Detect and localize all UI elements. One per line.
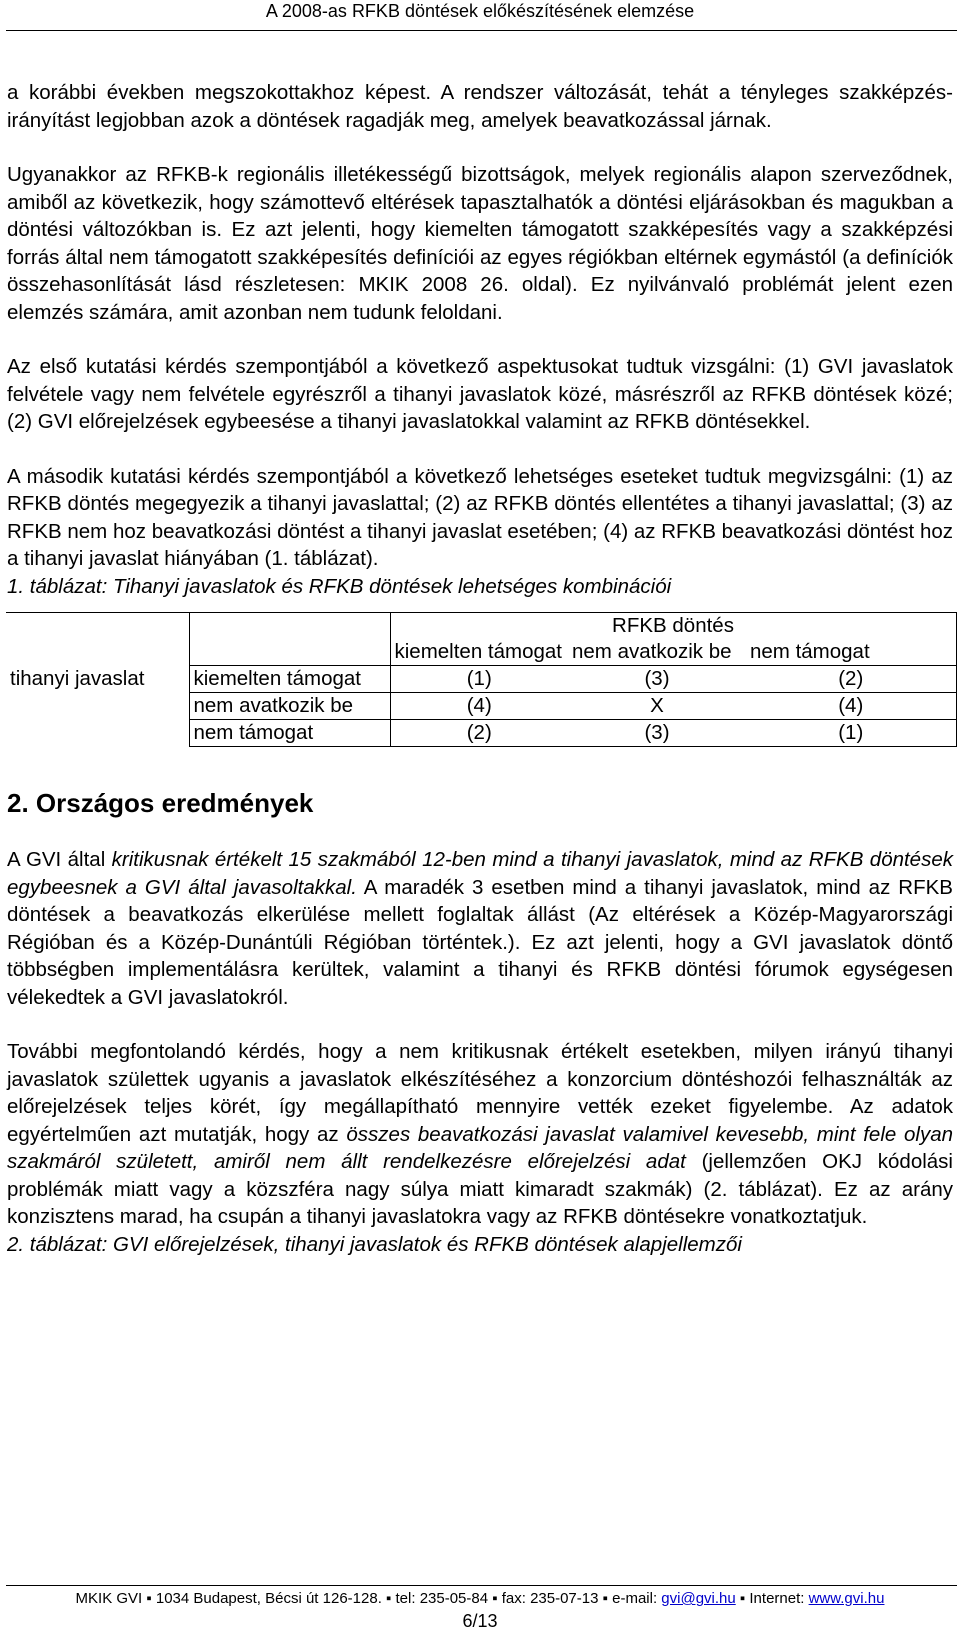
page-number: 6/13 xyxy=(462,1611,498,1631)
table-cell: (3) xyxy=(568,720,746,747)
combinations-table xyxy=(6,612,957,747)
page-content xyxy=(7,79,953,1258)
footer-text: MKIK GVI ▪ 1034 Budapest, Bécsi út 126-128. ▪ tel: 235-05-84 ▪ fax: 235-07-13 ▪ e-mail: xyxy=(75,1590,662,1607)
running-header: A 2008-as RFKB döntések előkészítésének elemzése xyxy=(265,1,695,21)
text-run: A GVI által xyxy=(7,848,112,871)
paragraph-further-question xyxy=(7,1038,953,1231)
text-run: További megfontolandó kérdés, hogy a nem kritikusnak értékelt esetekben, milyen irányú tihanyi javaslatok születtek ugyanis a javaslatok elkészítéséhez a konzorcium döntéshozói felhasználták az előrejelzések teljes körét, így megállapítható mennyire vették ezeket figyelembe. Az adatok egyértelműen azt mutatják, hogy az xyxy=(7,1040,953,1146)
paragraph-regional-differences: Ugyanakkor az RFKB-k regionális illetékességű bizottságok, melyek regionális alapon szerveződnek, amiből az következik, hogy számottevő eltérések tapasztalhatók a döntési eljárásokban és magukban a döntési változókban is. Ez azt jelenti, hogy kiemelten támogatott szakképesítés vagy a szakképzési forrás által nem támogatott szakképesítés definíciói az egyes régiókban eltérnek egymástól (a definíciók összehasonlítását lásd részletesen: MKIK 2008 26. oldal). Ez nyilvánvaló problémát jelent ezen elemzés számára, amit azonban nem tudunk feloldani. xyxy=(7,163,953,324)
table-cell: (4) xyxy=(746,693,956,720)
paragraph-national-results xyxy=(7,846,953,1011)
column-header-nem-avatkozik-be: nem avatkozik be xyxy=(572,640,732,663)
row-label: kiemelten támogat xyxy=(189,666,390,693)
row-label: nem avatkozik be xyxy=(189,693,390,720)
text-run: (jellemzően OKJ kódolási problémák miatt vagy a közszféra nagy súlya miatt kimaradt szakmák) (2. táblázat). Ez az arány konzisztens marad, ha csupán a tihanyi javaslatokra vagy az RFKB döntésekre vonatkoztatjuk. xyxy=(7,1150,953,1228)
table-empty-header-cell xyxy=(189,613,390,640)
table-corner-cell xyxy=(6,613,189,640)
section-heading: 2. Országos eredmények xyxy=(7,788,314,818)
footer-internet-label: ▪ Internet: xyxy=(735,1590,809,1607)
table-cell: (3) xyxy=(568,666,746,693)
column-header-nem-tamogat: nem támogat xyxy=(746,639,956,666)
footer xyxy=(0,1589,960,1608)
table-2-caption: 2. táblázat: GVI előrejelzések, tihanyi javaslatok és RFKB döntések alapjellemzői xyxy=(7,1232,742,1256)
table-cell: (1) xyxy=(390,666,568,693)
table-cell: (1) xyxy=(746,720,956,747)
website-link[interactable]: www.gvi.hu xyxy=(808,1590,885,1607)
text-run: A maradék 3 esetben mind a tihanyi javaslatok, mind az RFKB döntések a beavatkozás elkerülése mellett foglaltak állást (Az eltérések a Közép-Magyarországi Régióban és a Közép-Dunántúli Régióban történtek.). Ez azt jelenti, hogy a GVI javaslatok döntő többségben implementálásra kerültek, valamint a tihanyi és RFKB döntési fórumok egységesen vélekedtek a GVI javaslatokról. xyxy=(7,875,953,1009)
table-cell: (2) xyxy=(746,666,956,693)
table-cell: (2) xyxy=(390,720,568,747)
emphasis-text: összes beavatkozási javaslat valamivel kevesebb, mint fele olyan szakmáról született, amiről nem állt rendelkezésre előrejelzési adat xyxy=(7,1122,953,1173)
paragraph-intro-continued: a korábbi években megszokottakhoz képest. A rendszer változását, tehát a tényleges szakképzés-irányítást legjobban azok a döntések ragadják meg, amelyek beavatkozással járnak. xyxy=(7,81,953,132)
row-group-label: tihanyi javaslat xyxy=(6,666,189,747)
table-1-caption: 1. táblázat: Tihanyi javaslatok és RFKB döntések lehetséges kombinációi xyxy=(7,574,672,598)
footer-rule xyxy=(6,1585,957,1586)
column-header-kiemelten-tamogat: kiemelten támogat xyxy=(394,640,563,663)
paragraph-first-research-question: Az első kutatási kérdés szempontjából a következő aspektusokat tudtuk vizsgálni: (1) GVI javaslatok felvétele vagy nem felvétele egyrészről a tihanyi javaslatok közé, másrészről az RFKB döntések közé; (2) GVI előrejelzések egybeesése a tihanyi javaslatokkal valamint az RFKB döntésekkel. xyxy=(7,355,953,433)
emphasis-text: kritikusnak értékelt 15 szakmából 12-ben mind a tihanyi javaslatok, mind az RFKB döntések egybeesnek a GVI által javasoltakkal. xyxy=(7,848,953,899)
header-rule xyxy=(6,30,957,31)
table-group-header: RFKB döntés xyxy=(390,613,956,640)
table-cell: (4) xyxy=(390,693,568,720)
table-cell: X xyxy=(568,693,746,720)
row-label: nem támogat xyxy=(189,720,390,747)
paragraph-second-research-question: A második kutatási kérdés szempontjából a következő lehetséges eseteket tudtuk megvizsgálni: (1) az RFKB döntés megegyezik a tihanyi javaslattal; (2) az RFKB döntés ellentétes a tihanyi javaslattal; (3) az RFKB nem hoz beavatkozási döntést a tihanyi javaslat esetében; (4) az RFKB beavatkozási döntést hoz a tihanyi javaslat hiányában (1. táblázat). xyxy=(7,464,953,570)
email-link[interactable]: gvi@gvi.hu xyxy=(661,1590,736,1607)
table-empty-header-cell xyxy=(189,639,390,666)
table-corner-cell xyxy=(6,639,189,666)
